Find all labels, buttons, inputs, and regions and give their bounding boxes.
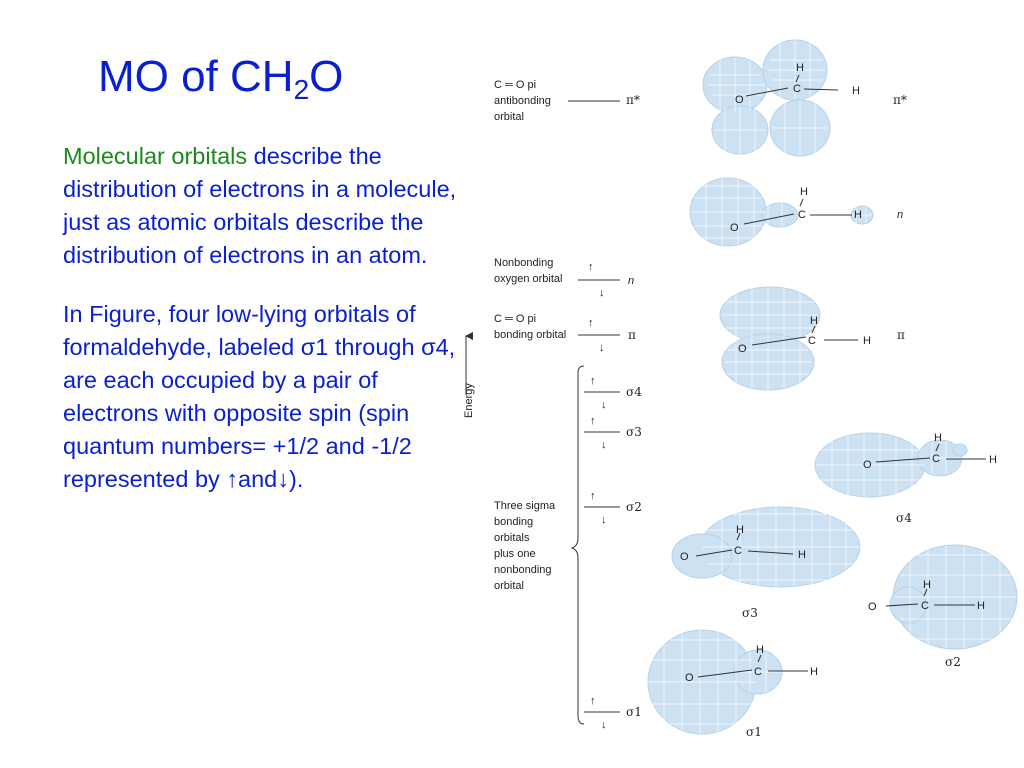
level-label-s2: σ2: [626, 500, 642, 514]
orbital-label-pi: π: [897, 328, 905, 342]
svg-text:C: C: [793, 83, 801, 95]
orbital-n: [690, 178, 903, 246]
svg-text:O: O: [735, 94, 744, 106]
svg-text:O: O: [730, 222, 739, 234]
level-sigma-2: [584, 490, 642, 526]
svg-text:O: O: [868, 601, 877, 613]
label-pi-star-line2: antibonding: [494, 95, 551, 107]
svg-text:H: H: [989, 454, 997, 466]
svg-text:H: H: [923, 579, 931, 591]
orbital-sigma-2: [868, 545, 1017, 669]
orbital-label-n: n: [897, 209, 904, 221]
title-subscript: 2: [293, 74, 310, 105]
svg-text:↓: ↓: [601, 399, 607, 411]
svg-text:↑: ↑: [590, 490, 596, 502]
orbital-sigma-1: [648, 630, 818, 739]
title-main: MO of CH: [98, 52, 294, 101]
svg-text:↑: ↑: [590, 375, 596, 387]
svg-text:C: C: [798, 209, 806, 221]
label-sigma-line5: nonbonding: [494, 564, 552, 576]
level-sigma-4: [584, 375, 642, 411]
svg-text:H: H: [736, 524, 744, 536]
label-pi-line2: bonding orbital: [494, 329, 567, 341]
label-sigma-line4: plus one: [494, 548, 536, 560]
orbital-label-s4: σ4: [896, 511, 912, 525]
level-sigma-3: [584, 415, 642, 451]
level-label-s1: σ1: [626, 705, 642, 719]
label-pi-line1: C ═ O pi: [494, 313, 537, 325]
n-spin-down: ↓: [599, 287, 605, 299]
svg-text:O: O: [863, 459, 872, 471]
mo-energy-diagram: [450, 40, 1020, 760]
paragraph-1: [63, 140, 463, 272]
label-pi-star-line1: C ═ O pi: [494, 79, 537, 91]
svg-text:H: H: [854, 209, 862, 221]
orbital-pi-star: [703, 40, 907, 156]
svg-text:H: H: [800, 186, 808, 198]
svg-text:H: H: [863, 335, 871, 347]
label-sigma-line2: bonding: [494, 516, 534, 528]
svg-text:H: H: [934, 432, 942, 444]
svg-text:C: C: [808, 335, 816, 347]
svg-text:O: O: [685, 672, 694, 684]
svg-text:C: C: [734, 545, 742, 557]
label-pi-star-line3: orbital: [494, 111, 524, 123]
svg-text:H: H: [810, 315, 818, 327]
svg-text:↓: ↓: [601, 514, 607, 526]
orbital-sigma-4: [815, 432, 997, 525]
svg-text:O: O: [680, 551, 689, 563]
orbital-label-s3: σ3: [742, 606, 758, 620]
level-sigma-1: [584, 695, 642, 731]
orbital-pi: [720, 287, 905, 390]
sigma-bracket: [572, 366, 584, 724]
paragraph-2: In Figure, four low-lying orbitals of formaldehyde, labeled σ1 through σ4, are each occupied by a pair of electrons with opposite spin (spin quantum numbers= +1/2 and -1/2 represented by ↑and↓).: [63, 301, 456, 492]
svg-text:C: C: [932, 453, 940, 465]
label-sigma-line3: orbitals: [494, 532, 530, 544]
svg-text:↓: ↓: [601, 719, 607, 731]
svg-text:H: H: [796, 62, 804, 74]
label-n-line2: oxygen orbital: [494, 273, 563, 285]
level-label-s3: σ3: [626, 425, 642, 439]
level-label-n: n: [628, 275, 635, 287]
svg-text:↓: ↓: [601, 439, 607, 451]
highlight-term: Molecular orbitals: [63, 143, 248, 169]
level-label-pi: π: [628, 328, 636, 342]
pi-spin-up: ↑: [588, 317, 594, 329]
energy-axis-label: Energy: [463, 383, 475, 418]
slide-title: [98, 52, 343, 106]
n-spin-up: ↑: [588, 261, 594, 273]
level-label-pi-star: π*: [626, 93, 640, 107]
paragraph-1-text: describe the distribution of electrons in a molecule, just as atomic orbitals describe the distribution of electrons in an atom.: [63, 143, 457, 268]
orbital-label-s2: σ2: [945, 655, 961, 669]
svg-text:H: H: [798, 549, 806, 561]
label-n-line1: Nonbonding: [494, 257, 554, 269]
svg-text:H: H: [810, 666, 818, 678]
level-label-s4: σ4: [626, 385, 642, 399]
pi-spin-down: ↓: [599, 342, 605, 354]
title-tail: O: [309, 52, 344, 101]
svg-text:↑: ↑: [590, 415, 596, 427]
orbital-label-pi-star: π*: [893, 93, 907, 107]
svg-text:↑: ↑: [590, 695, 596, 707]
svg-text:H: H: [756, 644, 764, 656]
svg-text:C: C: [754, 666, 762, 678]
orbital-sigma-3: [672, 506, 860, 620]
svg-text:C: C: [921, 600, 929, 612]
svg-text:H: H: [977, 600, 985, 612]
orbital-label-s1: σ1: [746, 725, 762, 739]
svg-text:O: O: [738, 343, 747, 355]
svg-text:H: H: [852, 85, 860, 97]
label-sigma-line6: orbital: [494, 580, 524, 592]
label-sigma-line1: Three sigma: [494, 500, 556, 512]
slide-body: [63, 140, 463, 522]
